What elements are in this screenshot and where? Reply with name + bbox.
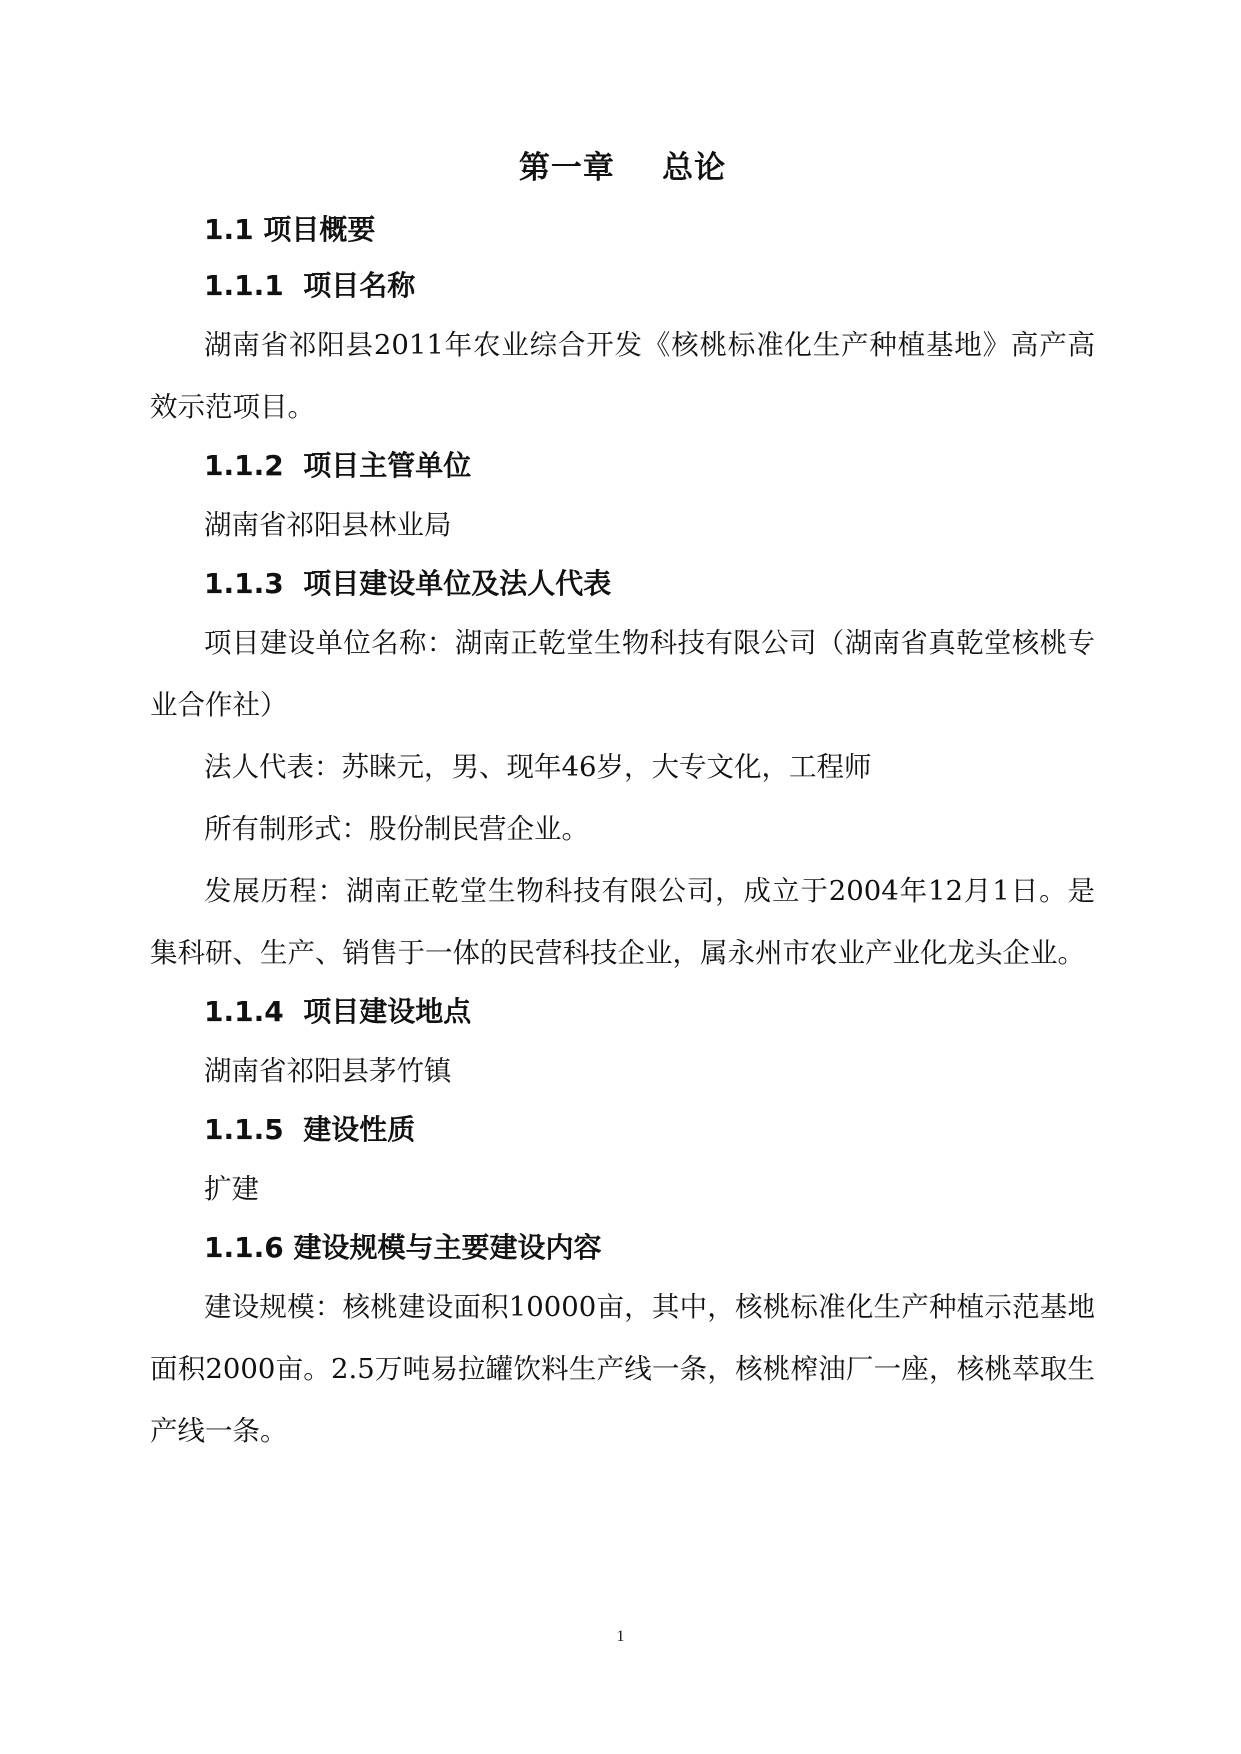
construction-unit-paragraph: 项目建设单位名称：湖南正乾堂生物科技有限公司（湖南省真乾堂核桃专业合作社） [150, 627, 1095, 721]
location-paragraph: 湖南省祁阳县茅竹镇 [204, 1055, 452, 1087]
section-heading-1-1: 1.1 项目概要 [204, 213, 376, 246]
chapter-title: 第一章 总论 [518, 150, 727, 186]
section-heading-1-1-3: 1.1.3 项目建设单位及法人代表 [204, 567, 612, 600]
legal-representative-paragraph: 法人代表：苏睐元，男、现年46岁，大专文化，工程师 [204, 751, 872, 783]
project-name-paragraph: 湖南省祁阳县2011年农业综合开发《核桃标准化生产种植基地》高产高效示范项目。 [150, 329, 1095, 423]
section-heading-1-1-5: 1.1.5 建设性质 [204, 1113, 416, 1146]
history-paragraph: 发展历程：湖南正乾堂生物科技有限公司，成立于2004年12月1日。是集科研、生产、销售于一体的民营科技企业，属永州市农业产业化龙头企业。 [150, 875, 1095, 969]
section-heading-1-1-4: 1.1.4 项目建设地点 [204, 995, 472, 1028]
scale-paragraph: 建设规模：核桃建设面积10000亩，其中，核桃标准化生产种植示范基地面积2000亩。2.5万吨易拉罐饮料生产线一条，核桃榨油厂一座，核桃萃取生产线一条。 [150, 1291, 1095, 1447]
nature-paragraph: 扩建 [204, 1173, 259, 1205]
section-heading-1-1-6: 1.1.6 建设规模与主要建设内容 [204, 1231, 602, 1264]
page-content [150, 140, 1095, 1462]
section-heading-1-1-2: 1.1.2 项目主管单位 [204, 449, 472, 482]
competent-unit-paragraph: 湖南省祁阳县林业局 [204, 509, 452, 541]
section-heading-1-1-1: 1.1.1 项目名称 [204, 269, 416, 302]
page-number: 1 [616, 1628, 625, 1645]
ownership-paragraph: 所有制形式：股份制民营企业。 [204, 813, 589, 845]
